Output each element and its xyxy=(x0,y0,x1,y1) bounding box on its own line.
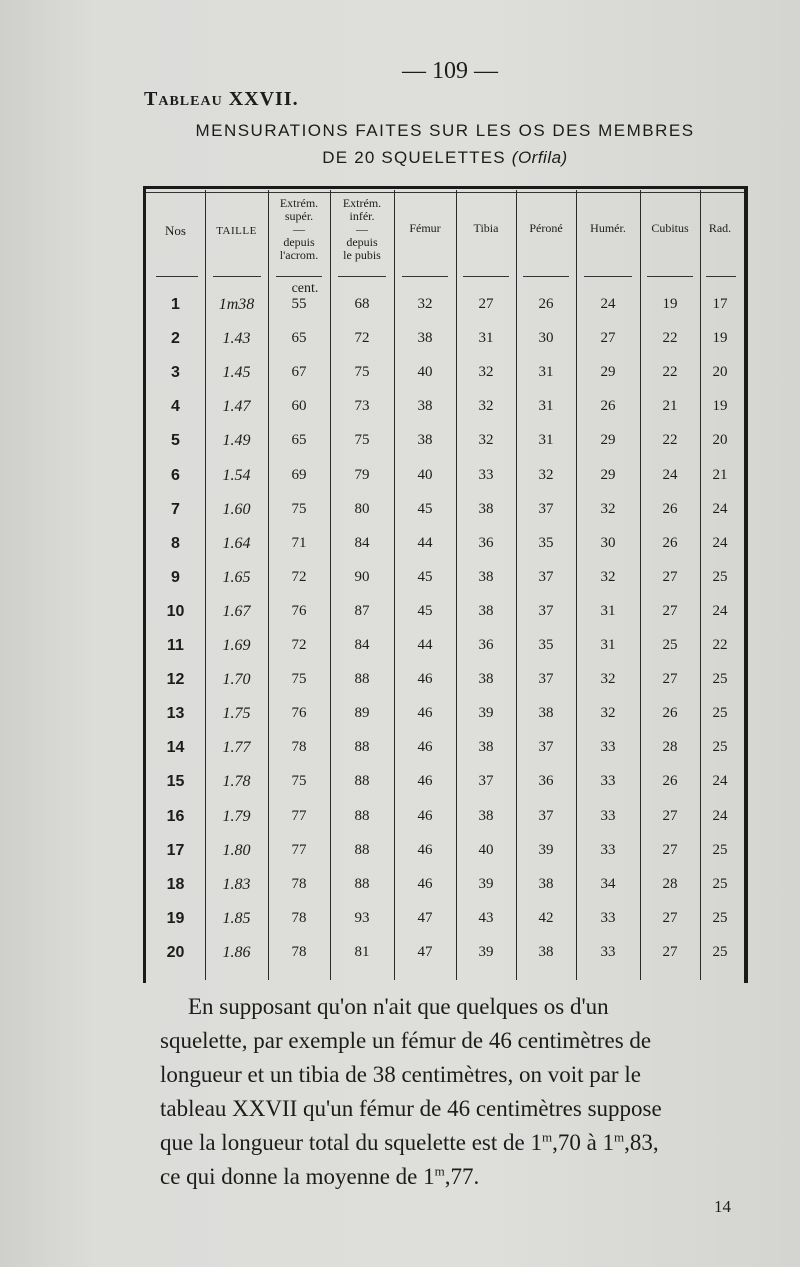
cell-extrem-sup: 75 xyxy=(291,671,307,688)
cell-perone: 39 xyxy=(538,841,554,858)
cell-rad: 24 xyxy=(712,534,728,551)
cell-perone: 37 xyxy=(538,671,554,688)
cell-tibia: 39 xyxy=(478,943,494,960)
cell-perone: 38 xyxy=(538,875,554,892)
cell-cubitus: 27 xyxy=(662,841,678,858)
cell-cubitus: 26 xyxy=(662,534,678,551)
cell-humer: 27 xyxy=(600,330,616,347)
cell-extrem-sup: 76 xyxy=(291,602,307,619)
cell-tibia: 37 xyxy=(478,773,494,790)
cell-femur: 46 xyxy=(417,841,433,858)
cell-humer: 32 xyxy=(600,500,616,517)
cell-rad: 25 xyxy=(712,671,728,688)
cell-cubitus: 27 xyxy=(662,671,678,688)
cell-rad: 25 xyxy=(712,841,728,858)
cell-tibia: 31 xyxy=(478,330,494,347)
cell-humer: 29 xyxy=(600,466,616,483)
header-cubitus: Cubitus xyxy=(651,221,689,235)
cell-perone: 38 xyxy=(538,943,554,960)
cell-femur: 40 xyxy=(417,364,433,381)
table-title-line1: MENSURATIONS FAITES SUR LES OS DES MEMBRES xyxy=(195,121,695,140)
cell-perone: 35 xyxy=(538,534,554,551)
cell-extrem-inf: 81 xyxy=(354,943,370,960)
cell-no: 9 xyxy=(171,568,180,586)
cell-taille: 1.86 xyxy=(222,943,251,961)
cell-tibia: 36 xyxy=(478,534,494,551)
cell-tibia: 27 xyxy=(478,296,494,312)
cell-extrem-inf: 84 xyxy=(354,534,370,551)
cell-extrem-inf: 88 xyxy=(354,841,370,858)
cell-femur: 38 xyxy=(417,330,433,347)
table-title-line2 xyxy=(0,148,800,168)
cell-perone: 38 xyxy=(538,705,554,722)
cell-humer: 33 xyxy=(600,739,616,756)
cell-rad: 24 xyxy=(712,773,728,790)
cell-extrem-inf: 87 xyxy=(354,602,370,619)
cell-humer: 29 xyxy=(600,432,616,449)
cell-cubitus: 27 xyxy=(662,568,678,585)
cell-humer: 33 xyxy=(600,841,616,858)
cell-cubitus: 27 xyxy=(662,943,678,960)
header-rule xyxy=(647,276,693,277)
header-rule xyxy=(213,276,261,277)
header-rad: Rad. xyxy=(708,221,732,235)
cell-rad: 19 xyxy=(712,398,728,415)
cell-tibia: 33 xyxy=(478,466,494,483)
cell-cubitus: 22 xyxy=(662,330,678,347)
cell-extrem-sup: 72 xyxy=(291,568,307,585)
cell-tibia: 36 xyxy=(478,637,494,653)
cell-no: 2 xyxy=(171,330,180,348)
cell-femur: 38 xyxy=(417,398,433,415)
table-label-number: XXVII. xyxy=(228,88,299,110)
cell-taille: 1.54 xyxy=(222,466,251,484)
cell-femur: 46 xyxy=(417,807,433,824)
cell-extrem-sup: 77 xyxy=(291,807,307,824)
paragraph-line: ce qui donne la moyenne de 1$^m$,77. xyxy=(160,1163,480,1189)
header-perone: Péroné xyxy=(529,221,563,235)
cell-humer: 32 xyxy=(600,705,616,722)
cell-extrem-sup: 60 xyxy=(291,398,307,415)
cell-rad: 25 xyxy=(712,705,728,722)
cell-extrem-inf: 89 xyxy=(354,705,370,722)
cell-rad: 25 xyxy=(712,875,728,892)
cell-no: 13 xyxy=(166,705,185,723)
cell-no: 11 xyxy=(167,637,184,654)
header-femur: Fémur xyxy=(409,221,441,235)
cell-perone: 26 xyxy=(538,296,554,312)
cell-extrem-inf: 88 xyxy=(354,875,370,892)
cell-taille: 1.83 xyxy=(222,875,251,893)
cell-perone: 42 xyxy=(538,909,554,926)
header-rule xyxy=(402,276,448,277)
cell-extrem-sup: 75 xyxy=(291,773,307,790)
cell-taille: 1.69 xyxy=(222,637,251,654)
cell-perone: 37 xyxy=(538,500,554,517)
paragraph-line: que la longueur total du squelette est de 1$^m$,70 à 1$^m$,83, xyxy=(160,1129,659,1155)
header-rule xyxy=(706,276,736,277)
cell-tibia: 40 xyxy=(478,841,494,858)
cell-perone: 31 xyxy=(538,364,554,381)
cell-taille: 1.49 xyxy=(222,432,251,450)
cell-extrem-sup: 78 xyxy=(291,909,307,926)
cell-femur: 44 xyxy=(417,534,433,551)
signature-mark: 14 xyxy=(714,1197,731,1216)
cell-tibia: 38 xyxy=(478,568,494,585)
cell-extrem-inf: 75 xyxy=(354,432,370,449)
cell-taille: 1.47 xyxy=(222,398,251,416)
cell-no: 6 xyxy=(171,466,180,484)
cell-rad: 25 xyxy=(712,568,728,585)
cell-humer: 31 xyxy=(600,602,616,619)
cell-perone: 37 xyxy=(538,739,554,756)
table-label-prefix: Tableau xyxy=(144,88,223,110)
cell-humer: 31 xyxy=(600,637,616,653)
cell-no: 18 xyxy=(166,875,185,893)
page-number: — 109 — xyxy=(402,58,498,84)
cell-tibia: 32 xyxy=(478,432,494,449)
cell-rad: 21 xyxy=(712,466,728,483)
cell-cubitus: 28 xyxy=(662,875,678,892)
cell-femur: 47 xyxy=(417,909,433,926)
cell-extrem-inf: 88 xyxy=(354,671,370,688)
cell-taille: 1.79 xyxy=(222,807,251,825)
cell-cubitus: 26 xyxy=(662,705,678,722)
cell-no: 3 xyxy=(171,364,180,382)
body-paragraph xyxy=(160,990,772,1194)
cell-extrem-sup: 78 xyxy=(291,943,307,960)
cell-extrem-inf: 73 xyxy=(354,398,370,415)
header-humer: Humér. xyxy=(590,221,626,235)
cell-humer: 26 xyxy=(600,398,616,415)
cell-humer: 30 xyxy=(600,534,616,551)
cell-extrem-inf: 79 xyxy=(354,466,370,483)
cell-cubitus: 24 xyxy=(662,466,678,483)
cell-femur: 45 xyxy=(417,568,433,585)
cell-no: 10 xyxy=(166,602,185,620)
header-tibia: Tibia xyxy=(473,221,499,235)
cell-cubitus: 22 xyxy=(662,364,678,381)
cell-humer: 33 xyxy=(600,807,616,824)
cell-cubitus: 26 xyxy=(662,773,678,790)
cell-extrem-inf: 75 xyxy=(354,364,370,381)
cell-femur: 46 xyxy=(417,773,433,790)
cell-femur: 47 xyxy=(417,943,433,960)
header-rule xyxy=(276,276,322,277)
cell-femur: 32 xyxy=(417,296,433,312)
header-nos: Nos xyxy=(165,223,186,238)
cell-taille: 1.75 xyxy=(222,705,251,723)
cell-no: 16 xyxy=(166,807,185,825)
cell-taille: 1m38 xyxy=(218,296,255,313)
cell-humer: 29 xyxy=(600,364,616,381)
cell-extrem-sup: 65 xyxy=(291,432,307,449)
cell-perone: 32 xyxy=(538,466,554,483)
cell-tibia: 38 xyxy=(478,739,494,756)
cell-no: 5 xyxy=(171,432,180,450)
cell-perone: 31 xyxy=(538,432,554,449)
cell-cubitus: 26 xyxy=(662,500,678,517)
cell-rad: 20 xyxy=(712,432,728,449)
cell-cubitus: 21 xyxy=(662,398,678,415)
cell-rad: 24 xyxy=(712,807,728,824)
cell-rad: 22 xyxy=(712,637,728,653)
cell-extrem-inf: 90 xyxy=(354,568,370,585)
header-rule xyxy=(584,276,632,277)
cell-extrem-inf: 93 xyxy=(354,909,370,926)
cell-rad: 25 xyxy=(712,909,728,926)
paragraph-line: squelette, par exemple un fémur de 46 centimètres de xyxy=(160,1028,652,1053)
cell-no: 7 xyxy=(171,500,180,518)
unit-label: cent. xyxy=(291,281,319,296)
cell-no: 8 xyxy=(171,534,180,552)
paragraph-line: tableau XXVII qu'un fémur de 46 centimètres suppose xyxy=(160,1096,662,1121)
cell-taille: 1.78 xyxy=(222,773,251,791)
cell-tibia: 39 xyxy=(478,705,494,722)
cell-rad: 19 xyxy=(712,330,728,347)
cell-femur: 44 xyxy=(417,637,433,653)
cell-taille: 1.85 xyxy=(222,909,251,927)
cell-femur: 46 xyxy=(417,875,433,892)
cell-humer: 32 xyxy=(600,671,616,688)
cell-femur: 40 xyxy=(417,466,433,483)
header-extrem-sup: Extrém. supér. — depuis l'acrom. xyxy=(279,196,319,262)
cell-taille: 1.43 xyxy=(222,330,251,348)
cell-extrem-sup: 67 xyxy=(291,364,307,381)
header-rule xyxy=(156,276,198,277)
cell-no: 19 xyxy=(166,909,185,927)
cell-taille: 1.80 xyxy=(222,841,251,859)
cell-cubitus: 22 xyxy=(662,432,678,449)
cell-humer: 32 xyxy=(600,568,616,585)
header-rule xyxy=(523,276,569,277)
cell-extrem-inf: 84 xyxy=(354,637,370,653)
cell-taille: 1.65 xyxy=(222,568,251,586)
cell-tibia: 38 xyxy=(478,807,494,824)
cell-cubitus: 25 xyxy=(662,637,678,653)
cell-extrem-sup: 77 xyxy=(291,841,307,858)
cell-femur: 46 xyxy=(417,739,433,756)
cell-tibia: 32 xyxy=(478,398,494,415)
paragraph-line: longueur et un tibia de 38 centimètres, on voit par le xyxy=(160,1062,641,1087)
cell-humer: 24 xyxy=(600,296,616,312)
cell-humer: 33 xyxy=(600,943,616,960)
cell-extrem-inf: 80 xyxy=(354,500,370,517)
cell-extrem-sup: 55 xyxy=(291,296,307,312)
cell-taille: 1.70 xyxy=(222,671,251,689)
cell-extrem-sup: 76 xyxy=(291,705,307,722)
cell-humer: 33 xyxy=(600,909,616,926)
cell-no: 14 xyxy=(166,739,185,757)
cell-extrem-sup: 69 xyxy=(291,466,307,483)
table-title-source: (Orfila) xyxy=(511,148,568,167)
cell-humer: 33 xyxy=(600,773,616,790)
cell-extrem-inf: 72 xyxy=(354,330,370,347)
cell-perone: 36 xyxy=(538,773,554,790)
cell-cubitus: 27 xyxy=(662,602,678,619)
cell-femur: 45 xyxy=(417,602,433,619)
cell-taille: 1.67 xyxy=(222,602,251,620)
cell-extrem-inf: 88 xyxy=(354,739,370,756)
cell-taille: 1.45 xyxy=(222,364,251,382)
cell-rad: 24 xyxy=(712,602,728,619)
cell-femur: 45 xyxy=(417,500,433,517)
cell-cubitus: 28 xyxy=(662,739,678,756)
cell-extrem-sup: 72 xyxy=(291,637,307,653)
cell-no: 1 xyxy=(171,296,180,313)
header-extrem-inf: Extrém. infér. — depuis le pubis xyxy=(342,196,382,262)
cell-rad: 20 xyxy=(712,364,728,381)
cell-cubitus: 19 xyxy=(662,296,678,312)
cell-humer: 34 xyxy=(600,875,616,892)
cell-no: 17 xyxy=(166,841,185,859)
cell-femur: 46 xyxy=(417,705,433,722)
header-taille: TAILLE xyxy=(216,225,257,237)
cell-taille: 1.64 xyxy=(222,534,251,552)
table-top-rule xyxy=(146,192,744,193)
cell-extrem-inf: 88 xyxy=(354,807,370,824)
table-label xyxy=(144,88,299,111)
table-title-line2-text: DE 20 SQUELETTES xyxy=(322,148,506,167)
cell-tibia: 43 xyxy=(478,909,494,926)
cell-femur: 46 xyxy=(417,671,433,688)
cell-rad: 25 xyxy=(712,739,728,756)
cell-extrem-sup: 71 xyxy=(291,534,307,551)
cell-extrem-sup: 75 xyxy=(291,500,307,517)
cell-perone: 30 xyxy=(538,330,554,347)
cell-no: 4 xyxy=(171,398,180,416)
cell-extrem-inf: 88 xyxy=(354,773,370,790)
cell-perone: 37 xyxy=(538,602,554,619)
cell-cubitus: 27 xyxy=(662,807,678,824)
cell-rad: 17 xyxy=(712,296,728,312)
cell-tibia: 38 xyxy=(478,500,494,517)
cell-tibia: 38 xyxy=(478,671,494,688)
header-rule xyxy=(463,276,509,277)
cell-extrem-sup: 78 xyxy=(291,875,307,892)
cell-femur: 38 xyxy=(417,432,433,449)
cell-taille: 1.60 xyxy=(222,500,251,518)
cell-extrem-sup: 78 xyxy=(291,739,307,756)
cell-rad: 24 xyxy=(712,500,728,517)
cell-taille: 1.77 xyxy=(222,739,251,757)
cell-extrem-sup: 65 xyxy=(291,330,307,347)
cell-tibia: 32 xyxy=(478,364,494,381)
cell-cubitus: 27 xyxy=(662,909,678,926)
cell-perone: 37 xyxy=(538,807,554,824)
paragraph-line: En supposant qu'on n'ait que quelques os d'un xyxy=(188,994,609,1019)
cell-extrem-inf: 68 xyxy=(354,296,370,312)
cell-rad: 25 xyxy=(712,943,728,960)
cell-no: 12 xyxy=(166,671,185,689)
cell-perone: 31 xyxy=(538,398,554,415)
header-rule xyxy=(338,276,386,277)
cell-tibia: 39 xyxy=(478,875,494,892)
cell-tibia: 38 xyxy=(478,602,494,619)
cell-no: 15 xyxy=(166,773,185,791)
cell-no: 20 xyxy=(166,943,185,961)
cell-perone: 35 xyxy=(538,637,554,653)
cell-perone: 37 xyxy=(538,568,554,585)
